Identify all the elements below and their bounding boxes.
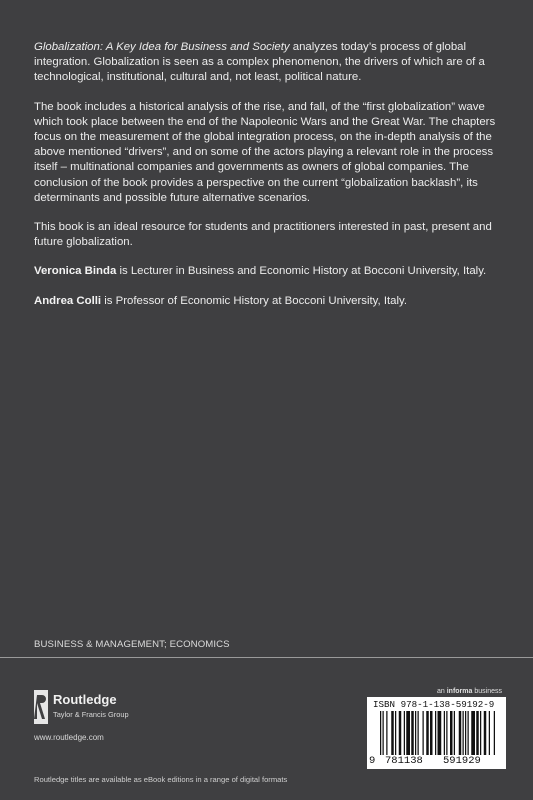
barcode-digit-group-2: 591929: [443, 755, 481, 767]
routledge-r-icon: [34, 690, 48, 724]
back-cover-blurb: [34, 40, 504, 323]
publisher-website[interactable]: www.routledge.com: [34, 733, 104, 742]
author-name-2: Andrea Colli: [34, 294, 102, 307]
blurb-paragraph-1: Globalization: A Key Idea for Business and Society analyzes today’s process of global integration. Globalization is seen as a complex phenomenon, the drivers of which are of a technological, institutional, cultural and, not least, political nature.: [34, 41, 485, 84]
barcode-bars: [376, 711, 498, 757]
ebook-note: Routledge titles are available as eBook editions in a range of digital formats: [34, 775, 288, 784]
isbn-label: ISBN 978-1-138-59192-9: [373, 699, 495, 710]
publisher-group: Taylor & Francis Group: [53, 710, 129, 719]
publisher-name: Routledge: [53, 692, 117, 707]
book-title: Globalization: A Key Idea for Business and Society: [34, 41, 290, 53]
informa-business-label: an informa business: [437, 688, 502, 695]
publisher-logo: [34, 690, 164, 730]
author-bio-2: Andrea Colli is Professor of Economic History at Bocconi University, Italy.: [34, 294, 408, 307]
divider-line: [0, 657, 533, 658]
subject-category: BUSINESS & MANAGEMENT; ECONOMICS: [34, 639, 230, 650]
author-bio-1: Veronica Binda is Lecturer in Business and Economic History at Bocconi University, Italy.: [34, 265, 487, 278]
barcode-digit-group-1: 781138: [385, 755, 423, 767]
isbn-barcode: [367, 697, 506, 769]
author-name-1: Veronica Binda: [34, 265, 117, 278]
barcode-digit-first: 9: [369, 755, 376, 767]
blurb-paragraph-3: This book is an ideal resource for students and practitioners interested in past, present and future globalization.: [34, 221, 492, 249]
blurb-paragraph-2: The book includes a historical analysis of the rise, and fall, of the “first globalization” wave which took place between the end of the Napoleonic Wars and the Great War. The chapters focus on the measurement of the global integration process, on the in-depth analysis of the above mentioned “drivers”, and on some of the actors playing a relevant role in the process itself – multinational companies and governments as owners of global companies. The conclusion of the book provides a perspective on the current “globalization backlash”, its determinants and possible future alternative scenarios.: [34, 100, 496, 204]
